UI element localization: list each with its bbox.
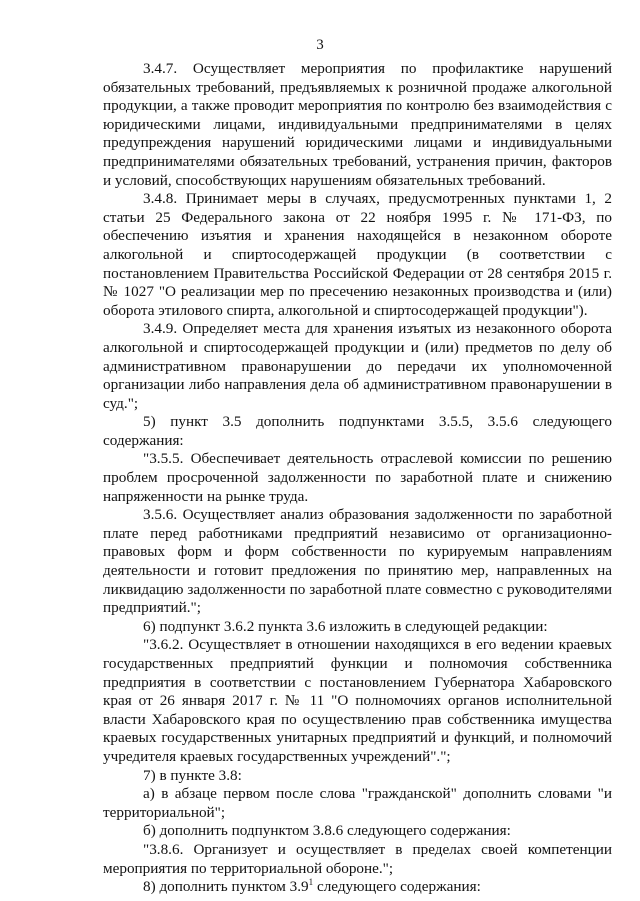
superscript-index: 1 (308, 877, 314, 888)
paragraph-3-6-2: "3.6.2. Осуществляет в отношении находящихся в его ведении краевых государственных предприятий функции и полномочия собственника предприятия в соответствии с постановлением Губернатора Хабаровского края от 26 января 2017 г. № 11 "О полномочиях органов исполнительной власти Хабаровского края по осуществлению прав собственника имущества краевых государственных унитарных предприятий и функций, и полномочий учредителя краевых государственных учреждений"."; (103, 636, 612, 765)
paragraph-item-7b: б) дополнить подпунктом 3.8.6 следующего содержания: (143, 822, 511, 840)
paragraph-item-6: 6) подпункт 3.6.2 пункта 3.6 изложить в следующей редакции: (143, 617, 548, 635)
paragraph-3-4-8: 3.4.8. Принимает меры в случаях, предусмотренных пунктами 1, 2 статьи 25 Федерального закона от 22 ноября 1995 г. № 171-ФЗ, по обеспечению изъятия и хранения находящейся в незаконном обороте алкогольной и спиртосодержащей продукции (в соответствии с постановлением Правительства Российской Федерации от 28 сентября 2015 г. № 1027 "О реализации мер по пресечению незаконных производства и (или) оборота этилового спирта, алкогольной и спиртосодержащей продукции"). (103, 190, 612, 319)
paragraph-3-5-5: "3.5.5. Обеспечивает деятельность отраслевой комиссии по решению проблем просроченной задолженности по заработной плате и снижению напряженности на рынке труда. (103, 450, 612, 505)
page-number: 3 (316, 37, 324, 53)
paragraph-item-8 (103, 878, 612, 897)
paragraph-3-4-9: 3.4.9. Определяет места для хранения изъятых из незаконного оборота алкогольной и спиртосодержащей продукции и (или) предметов по делу об административном правонарушении до передачи их уполномоченной организации либо направления дела об административном правонарушении в суд."; (103, 320, 612, 412)
paragraph-3-5-6: 3.5.6. Осуществляет анализ образования задолженности по заработной плате перед работниками предприятий независимо от организационно-правовых форм и форм собственности по курируемым направлениям деятельности и готовит предложения по принятию мер, направленных на ликвидацию задолженности по заработной плате совместно с руководителями предприятий."; (103, 506, 612, 617)
paragraph-item-7: 7) в пункте 3.8: (143, 766, 242, 784)
paragraph-item-8-text: 8) дополнить пунктом 3.9 (143, 878, 309, 896)
paragraph-3-8-6: "3.8.6. Организует и осуществляет в пределах своей компетенции мероприятия по территориальной обороне."; (103, 840, 612, 877)
paragraph-3-4-7: 3.4.7. Осуществляет мероприятия по профилактике нарушений обязательных требований, предъявляемых к розничной продаже алкогольной продукции, а также проводит мероприятия по контролю без взаимодействия с юридическими лицами, индивидуальными предпринимателями в целях предупреждения нарушений юридическими лицами и индивидуальными предпринимателями обязательных требований, устранения причин, факторов и условий, способствующих нарушениям обязательных требований. (103, 60, 612, 189)
paragraph-item-8-tail: следующего содержания: (313, 878, 481, 896)
paragraph-item-5: 5) пункт 3.5 дополнить подпунктами 3.5.5, 3.5.6 следующего содержания: (103, 413, 612, 449)
paragraph-item-7a: а) в абзаце первом после слова "гражданской" дополнить словами "и территориальной"; (103, 785, 612, 821)
document-body (103, 60, 612, 897)
